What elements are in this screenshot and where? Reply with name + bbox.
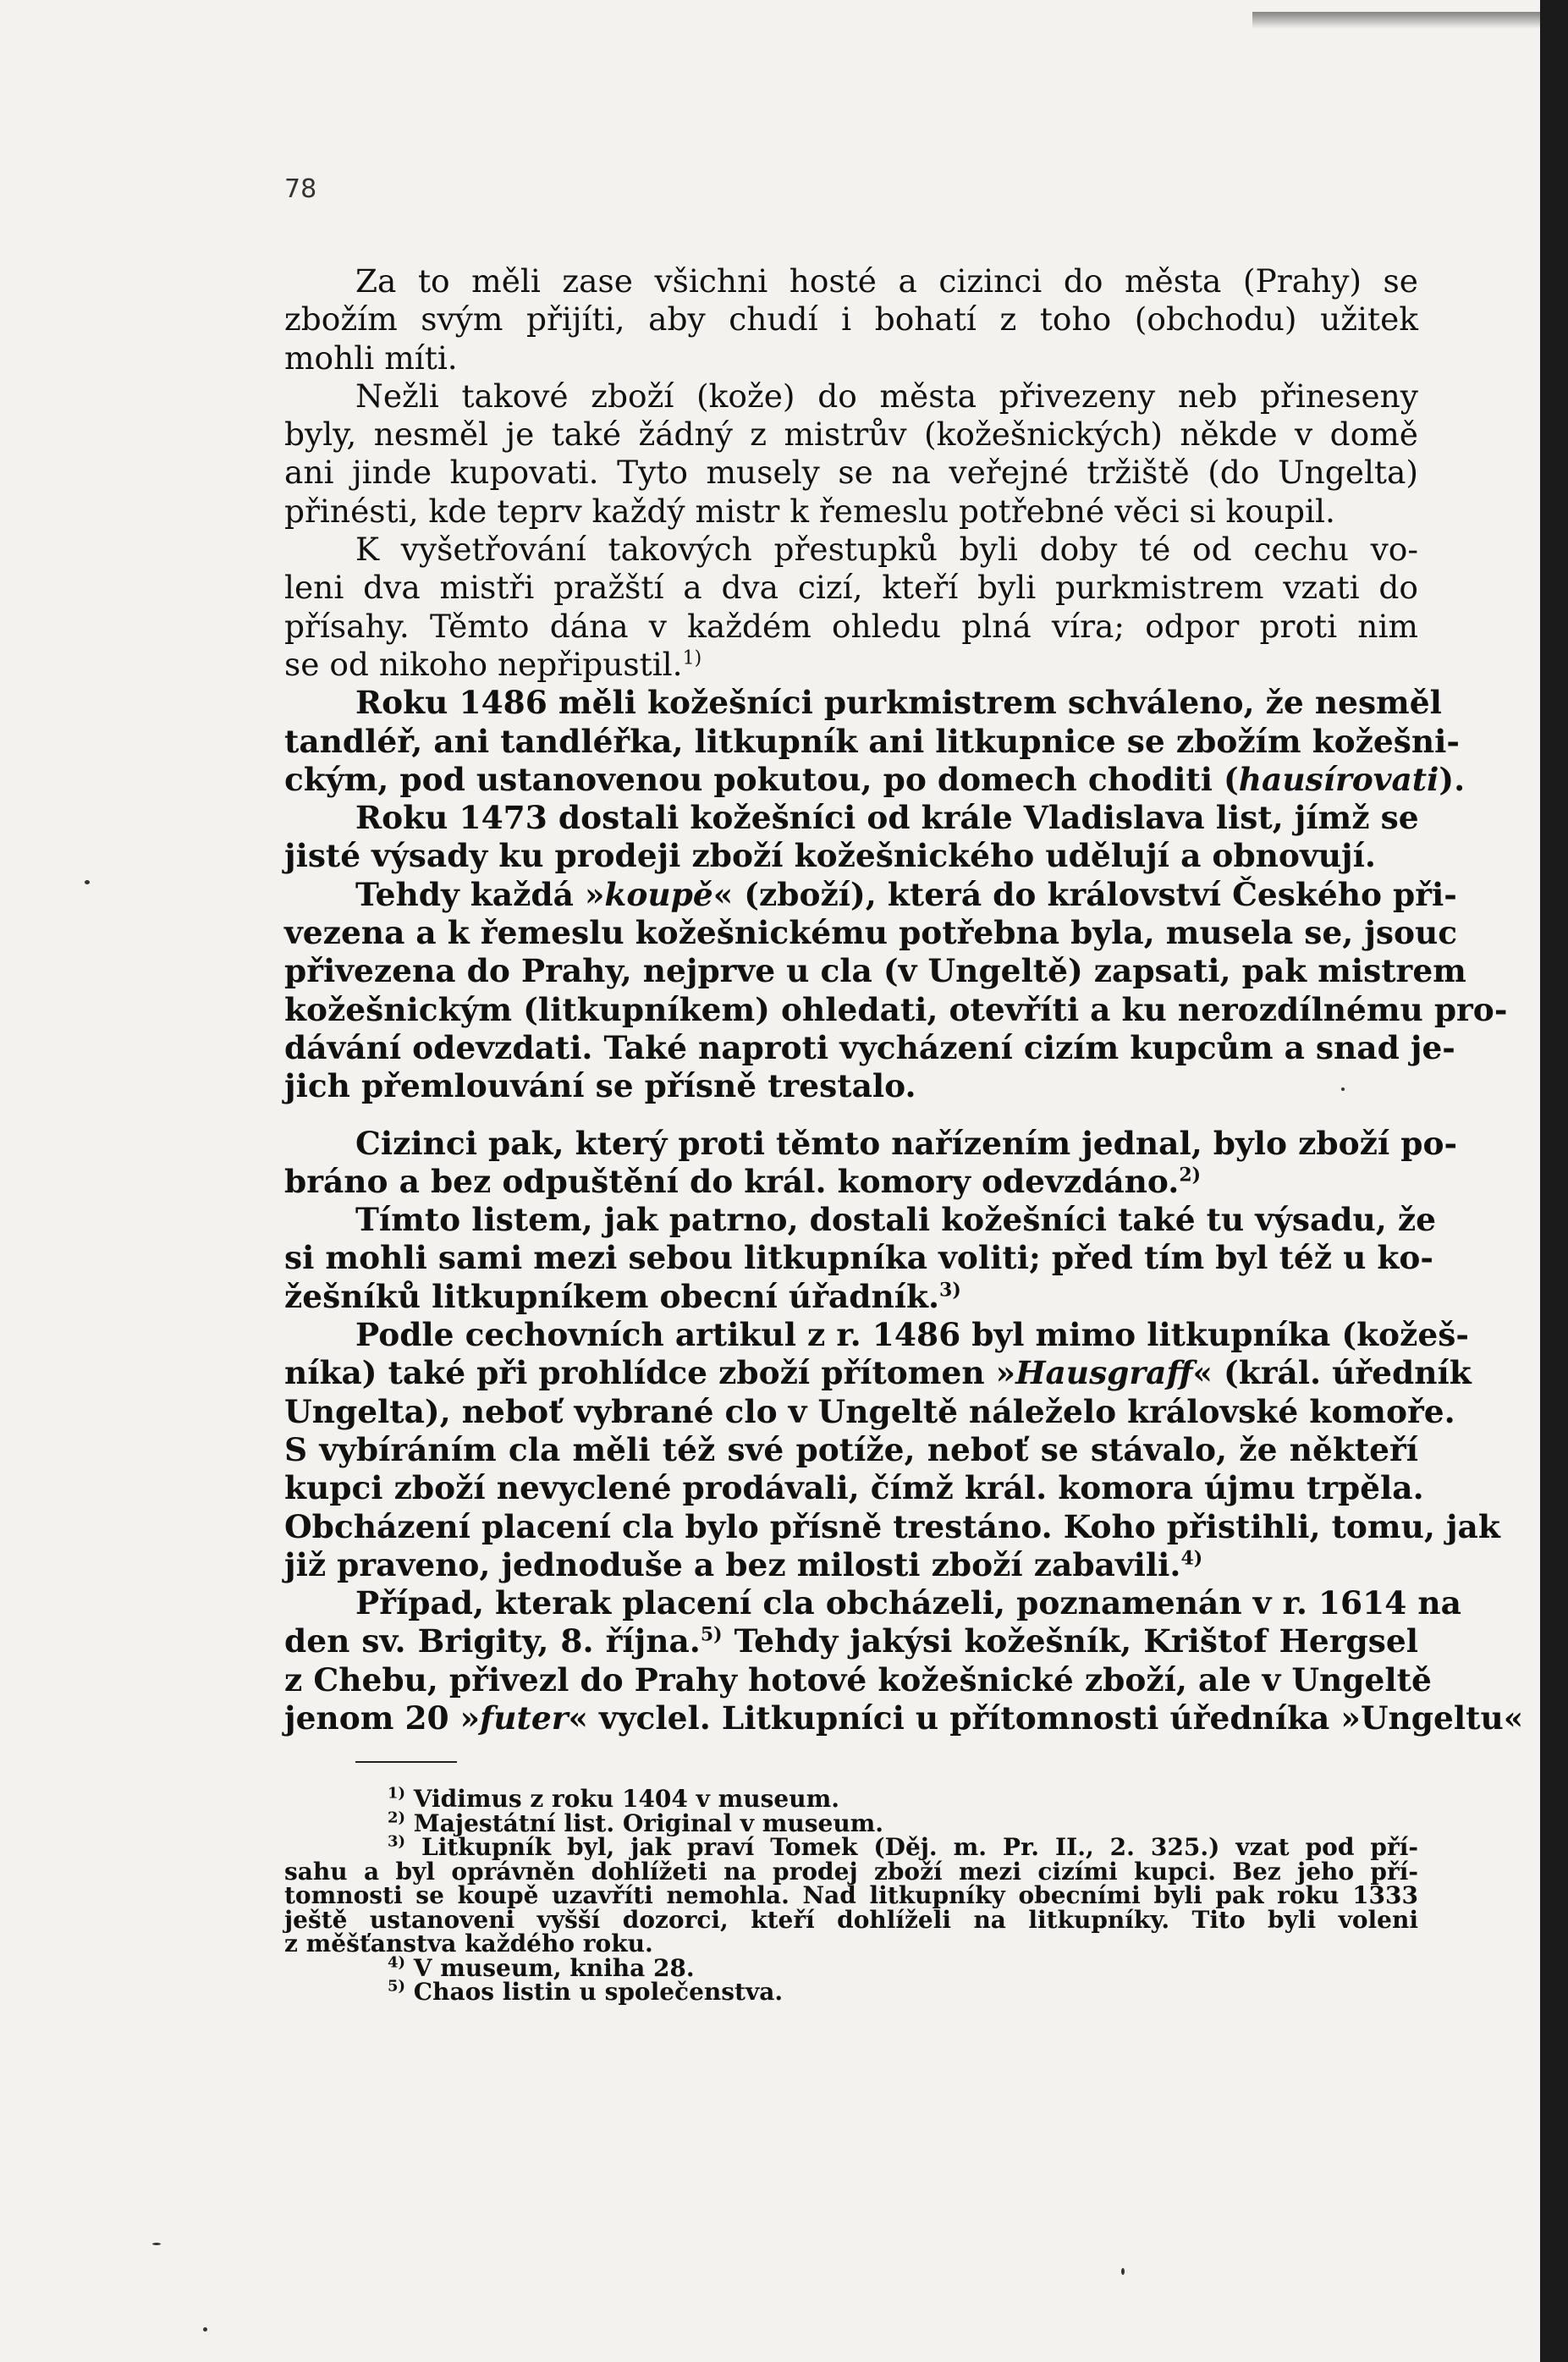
text-line xyxy=(284,1431,1418,1469)
line-text: Za to měli zase všichni hosté a cizinci do města (Prahy) se xyxy=(355,262,1418,300)
line-text: leni dva mistři pražští a dva cizí, kteří byli purkmistrem vzati do xyxy=(284,569,1418,607)
text-line xyxy=(284,1124,1458,1163)
line-text: Cizinci pak, který proti těmto nařízením jednal, bylo zboží po- xyxy=(355,1124,1458,1162)
footnote-ref: 4) xyxy=(1180,1547,1203,1570)
line-text: ani jinde kupovati. Tyto musely se na veřejné tržiště (do Ungelta) xyxy=(284,454,1418,492)
line-text: Případ, kterak placení cla obcházeli, poznamenán v r. 1614 na xyxy=(355,1584,1461,1622)
body-text xyxy=(284,262,1524,1737)
line-text: S vybíráním cla měli též své potíže, neboť se stávalo, že někteří xyxy=(284,1430,1418,1468)
text-line xyxy=(284,1354,1472,1392)
text-line xyxy=(284,377,1418,416)
line-text-after: « (král. úředník xyxy=(1192,1354,1472,1392)
page-edge-shadow xyxy=(1252,12,1540,29)
footnote-ref: 5) xyxy=(700,1623,723,1646)
footnotes xyxy=(284,1784,1418,2006)
line-text-after: « (zboží), která do království Českého při- xyxy=(712,875,1457,913)
line-text: přísahy. Těmto dána v každém ohledu plná víra; odpor proti nim xyxy=(284,607,1418,645)
line-text: jich přemlouvání se přísně trestalo. xyxy=(284,1067,916,1105)
line-text: žešníků litkupníkem obecní úřadník. xyxy=(284,1277,940,1315)
line-text-after: « vyclel. Litkupníci u přítomnosti úředníka »Ungeltu« xyxy=(568,1699,1524,1737)
text-line xyxy=(284,952,1466,990)
text-line xyxy=(284,684,1442,722)
text-line xyxy=(284,1392,1455,1431)
text-line xyxy=(284,1239,1433,1277)
text-line xyxy=(284,454,1418,492)
text-line xyxy=(284,799,1418,837)
text-line xyxy=(284,608,1418,646)
line-text: přinésti, kde teprv každý mistr k řemeslu potřebné věci si koupil. xyxy=(284,492,1335,530)
footnote-mark: 4) xyxy=(388,1953,406,1972)
text-line xyxy=(284,1699,1524,1737)
footnote-text: z měšťanstva každého roku. xyxy=(284,1930,653,1957)
text-line xyxy=(284,569,1418,607)
line-text: přivezena do Prahy, nejprve u cla (v Ungeltě) zapsati, pak mistrem xyxy=(284,952,1466,990)
italic-term: koupě xyxy=(604,875,713,913)
footnote-text: V museum, kniha 28. xyxy=(405,1953,695,1982)
line-text: jenom 20 » xyxy=(284,1699,481,1737)
scan-speck xyxy=(1121,2268,1125,2275)
footnote-text: tomnosti se koupě uzavříti nemohla. Nad litkupníky obecními byli pak roku 1333 xyxy=(284,1881,1418,1909)
line-text: zbožím svým přijíti, aby chudí i bohatí z toho (obchodu) užitek xyxy=(284,300,1418,339)
line-text: dávání odevzdati. Také naproti vycházení cizím kupcům a snad je- xyxy=(284,1028,1455,1066)
footnote-mark: 2) xyxy=(388,1809,406,1827)
line-text: Obcházení placení cla bylo přísně trestáno. Koho přistihli, tomu, jak xyxy=(284,1507,1500,1545)
scan-speck xyxy=(85,880,90,884)
text-line xyxy=(284,531,1418,569)
line-text: bráno a bez odpuštění do král. komory odevzdáno. xyxy=(284,1162,1180,1200)
line-text: se od nikoho nepřipustil. xyxy=(284,645,683,683)
page-number: 78 xyxy=(284,174,317,204)
scan-speck xyxy=(203,2327,207,2332)
italic-term: hausírovati xyxy=(1238,760,1439,798)
line-text: tandléř, ani tandléřka, litkupník ani litkupnice se zbožím kožešni- xyxy=(284,722,1460,760)
line-text: K vyšetřování takových přestupků byli doby té od cechu vo- xyxy=(355,531,1418,569)
text-line xyxy=(284,1660,1432,1699)
text-line xyxy=(284,300,1418,339)
text-line xyxy=(284,990,1508,1029)
line-text: kupci zboží nevyclené prodávali, čímž král. komora újmu trpěla. xyxy=(284,1469,1424,1507)
text-line xyxy=(284,1546,1418,1584)
line-text: vezena a k řemeslu kožešnickému potřebna byla, musela se, jsouc xyxy=(284,914,1458,952)
footnote-ref: 1) xyxy=(682,647,702,669)
text-line xyxy=(284,760,1466,799)
text-line xyxy=(284,837,1418,875)
footnote-line xyxy=(284,1905,1418,1934)
line-text: byly, nesměl je také žádný z mistrův (kožešnických) někde v domě xyxy=(284,416,1418,454)
text-line xyxy=(284,1201,1436,1239)
line-text: Podle cechovních artikul z r. 1486 byl mimo litkupníka (kožeš- xyxy=(355,1316,1469,1354)
line-text: Ungelta), neboť vybrané clo v Ungeltě náleželo královské komoře. xyxy=(284,1392,1455,1430)
text-line xyxy=(284,262,1418,300)
footnote-line xyxy=(284,1932,1418,1957)
text-line xyxy=(284,722,1460,761)
text-line xyxy=(284,416,1418,454)
line-text: Tehdy každá » xyxy=(355,875,605,913)
text-line xyxy=(284,493,1418,531)
line-text: jisté výsady ku prodeji zboží kožešnického udělují a obnovují. xyxy=(284,837,1376,875)
footnote-line xyxy=(284,1881,1418,1909)
footnote-text: Vidimus z roku 1404 v museum. xyxy=(405,1785,839,1813)
line-text: z Chebu, přivezl do Prahy hotové kožešnické zboží, ale v Ungeltě xyxy=(284,1660,1432,1699)
footnote-mark: 1) xyxy=(388,1784,406,1803)
footnote-text: sahu a byl oprávněn dohlížeti na prodej zboží mezi cizími kupci. Bez jeho pří- xyxy=(284,1857,1418,1886)
paragraph-gap xyxy=(284,1106,1418,1125)
footnote-ref: 3) xyxy=(939,1279,961,1302)
text-line xyxy=(284,1507,1500,1546)
footnote-line xyxy=(355,1809,1418,1837)
text-line xyxy=(284,914,1458,952)
text-line xyxy=(284,339,1418,377)
text-line xyxy=(284,1469,1424,1507)
text-line xyxy=(284,646,1418,684)
line-text-after: ). xyxy=(1439,760,1466,798)
footnote-mark: 5) xyxy=(388,1977,406,1996)
line-text: Roku 1486 měli kožešníci purkmistrem schváleno, že nesměl xyxy=(355,684,1442,722)
line-text: Tímto listem, jak patrno, dostali kožešníci také tu výsadu, že xyxy=(355,1201,1436,1239)
italic-term: Hausgraff xyxy=(1015,1354,1193,1392)
text-line xyxy=(284,1067,1418,1105)
line-text: již praveno, jednoduše a bez milosti zboží zabavili. xyxy=(284,1545,1181,1583)
text-line xyxy=(284,1316,1469,1354)
line-text-after: Tehdy jakýsi kožešník, Krištof Hergsel xyxy=(722,1622,1418,1660)
text-line xyxy=(284,875,1457,914)
footnote-ref: 2) xyxy=(1179,1164,1202,1187)
footnote-line xyxy=(355,1953,1418,1982)
line-text: den sv. Brigity, 8. října. xyxy=(284,1622,701,1660)
footnote-line xyxy=(355,1977,1418,2006)
line-text: ckým, pod ustanovenou pokutou, po domech choditi ( xyxy=(284,760,1239,798)
scan-speck xyxy=(1341,1087,1345,1091)
line-text: níka) také při prohlídce zboží přítomen » xyxy=(284,1354,1016,1392)
footnote-rule xyxy=(355,1761,457,1763)
footnote-text: ještě ustanoveni vyšší dozorci, kteří dohlíželi na litkupníky. Tito byli voleni xyxy=(284,1905,1418,1934)
text-line xyxy=(284,1163,1418,1201)
line-text: mohli míti. xyxy=(284,339,458,377)
footnote-line xyxy=(284,1857,1418,1886)
text-line xyxy=(284,1584,1461,1622)
text-line xyxy=(284,1278,1418,1316)
footnote-text: Majestátní list. Original v museum. xyxy=(405,1809,884,1837)
line-text: kožešnickým (litkupníkem) ohledati, otevříti a ku nerozdílnému pro- xyxy=(284,990,1508,1028)
footnote-line xyxy=(355,1784,1418,1813)
footnote-text: Litkupník byl, jak praví Tomek (Děj. m. Pr. II., 2. 325.) vzat pod pří- xyxy=(405,1833,1418,1861)
footnote-mark: 3) xyxy=(388,1832,406,1851)
footnote-line xyxy=(355,1832,1418,1861)
scan-speck xyxy=(152,2243,161,2245)
text-line xyxy=(284,1622,1418,1660)
footnote-text: Chaos listin u společenstva. xyxy=(405,1978,784,2006)
line-text: Nežli takové zboží (kože) do města přivezeny neb přineseny xyxy=(355,377,1418,415)
text-line xyxy=(284,1028,1455,1067)
line-text: Roku 1473 dostali kožešníci od krále Vladislava list, jímž se xyxy=(355,799,1419,837)
line-text: si mohli sami mezi sebou litkupníka voliti; před tím byl též u ko- xyxy=(284,1239,1433,1277)
italic-term: futer xyxy=(480,1699,569,1737)
